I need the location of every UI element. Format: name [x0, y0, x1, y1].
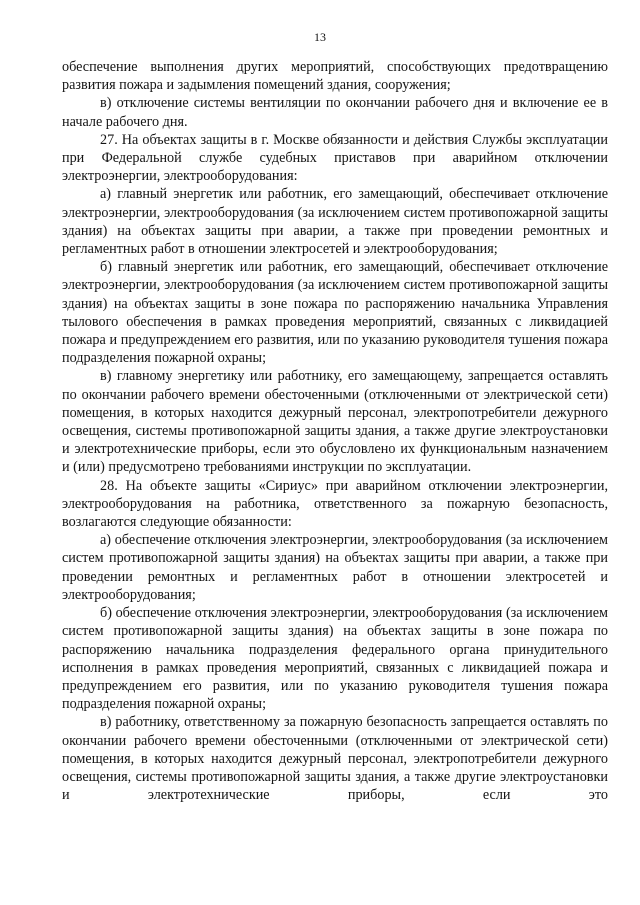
paragraph-27-item-a: а) главный энергетик или работник, его замещающий, обеспечивает отключение электроэнергии, электрооборудования (за исключением систем противопожарной защиты здания) на объектах защиты при аварии, а также при проведении ремонтных и регламентных работ в отношении электросетей и электрооборудования;: [62, 186, 608, 258]
paragraph-28-item-v: в) работнику, ответственному за пожарную безопасность запрещается оставлять по окончании рабочего времени обесточенными (отключенными от электрической сети) помещения, в которых находится дежурный персонал, электропотребители дежурного освещения, системы противопожарной защиты здания, а также другие электроустановки и электротехнические приборы, если это: [62, 714, 608, 804]
paragraph-28-item-b: б) обеспечение отключения электроэнергии, электрооборудования (за исключением систем противопожарной защиты здания) на объектах защиты в зоне пожара по распоряжению начальника подразделения федерального органа принудительного исполнения в рамках проведения мероприятий, связанных с ликвидацией пожара и предупреждением его развития, или по указанию руководителя тушения пожара подразделения пожарной охраны;: [62, 605, 608, 713]
paragraph-28-sirius-duties: 28. На объекте защиты «Сириус» при аварийном отключении электроэнергии, электрооборудования на работника, ответственного за пожарную безопасность, возлагаются следующие обязанности:: [62, 477, 608, 531]
paragraph-item-v-ventilation: в) отключение системы вентиляции по окончании рабочего дня и включение ее в начале рабочего дня.: [62, 95, 608, 130]
paragraph-27-moscow-duties: 27. На объектах защиты в г. Москве обязанности и действия Службы эксплуатации при Федеральной службе судебных приставов при аварийном отключении электроэнергии, электрооборудования:: [62, 131, 608, 185]
paragraph-28-item-a: а) обеспечение отключения электроэнергии, электрооборудования (за исключением систем противопожарной защиты здания) на объектах защиты при аварии, а также при проведении ремонтных и регламентных работ в отношении электросетей и электрооборудования;: [62, 532, 608, 603]
paragraph-27-item-v: в) главному энергетику или работнику, его замещающему, запрещается оставлять по окончании рабочего времени обесточенными (отключенными от электрической сети) помещения, в которых находится дежурный персонал, электропотребители дежурного освещения, системы противопожарной защиты здания, а также другие электроустановки и электротехнические приборы, если это обусловлено их функциональным назначением и (или) предусмотрено требованиями инструкции по эксплуатации.: [62, 368, 608, 476]
paragraph-continuation: обеспечение выполнения других мероприятий, способствующих предотвращению развития пожара и задымления помещений здания, сооружения;: [62, 59, 608, 94]
paragraph-27-item-b: б) главный энергетик или работник, его замещающий, обеспечивает отключение электроэнергии, электрооборудования (за исключением систем противопожарной защиты здания) на объектах защиты в зоне пожара по распоряжению начальника Управления тылового обеспечения в рамках проведения мероприятий, связанных с ликвидацией пожара и предупреждением его развития, или по указанию руководителя тушения пожара подразделения пожарной охраны;: [62, 259, 608, 367]
page-number: 13: [314, 30, 326, 44]
document-body: [62, 58, 608, 804]
